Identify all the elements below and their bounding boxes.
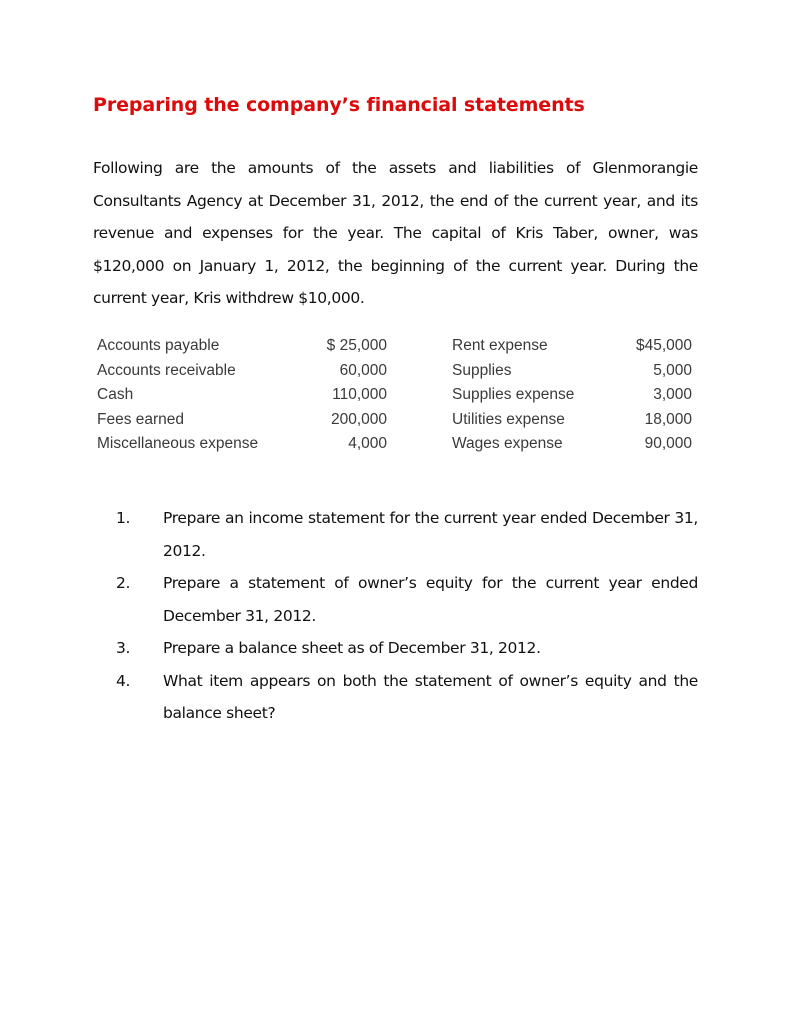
question-number: 4. bbox=[116, 671, 131, 690]
question-text: Prepare a statement of owner’s equity for the current year ended December 31, 2012. bbox=[163, 574, 698, 625]
account-amount: 200,000 bbox=[330, 410, 387, 428]
account-amount: 5,000 bbox=[653, 361, 692, 379]
question-item bbox=[116, 567, 698, 632]
account-amount: $45,000 bbox=[635, 337, 692, 354]
account-amount: 18,000 bbox=[644, 410, 692, 428]
question-number: 1. bbox=[116, 509, 131, 527]
account-amount: 110,000 bbox=[332, 386, 387, 403]
account-name: Accounts receivable bbox=[97, 361, 236, 379]
account-name: Wages expense bbox=[452, 435, 563, 452]
intro-paragraph: Following are the amounts of the assets and liabilities of Glenmorangie Consultants Agency at December 31, 2012, the end of the current year, and its revenue and expenses for the year. The capital of Kris Taber, owner, was $120,000 on January 1, 2012, the beginning of the current year. During the current year, Kris withdrew $10,000. bbox=[93, 159, 698, 307]
question-item bbox=[116, 665, 698, 730]
account-name: Utilities expense bbox=[452, 410, 565, 428]
account-row bbox=[452, 383, 692, 408]
account-row bbox=[97, 383, 387, 408]
questions-list bbox=[116, 502, 698, 730]
account-amount: $ 25,000 bbox=[326, 337, 387, 354]
account-amount: 60,000 bbox=[339, 361, 387, 379]
question-text: What item appears on both the statement of owner’s equity and the balance sheet? bbox=[163, 671, 698, 722]
question-number: 2. bbox=[116, 574, 131, 592]
account-row bbox=[97, 359, 387, 384]
account-row bbox=[97, 408, 387, 433]
accounts-table-right bbox=[452, 334, 692, 457]
accounts-table-left bbox=[97, 334, 387, 457]
account-amount: 3,000 bbox=[653, 386, 692, 403]
account-row bbox=[452, 334, 692, 359]
account-name: Supplies expense bbox=[452, 386, 575, 403]
page-title: Preparing the company’s financial statements bbox=[93, 94, 585, 116]
question-item bbox=[116, 632, 698, 665]
account-row bbox=[452, 432, 692, 457]
account-name: Rent expense bbox=[452, 337, 548, 354]
account-amount: 90,000 bbox=[644, 435, 692, 452]
account-row bbox=[452, 408, 692, 433]
question-text: Prepare an income statement for the current year ended December 31, 2012. bbox=[163, 509, 698, 560]
question-number: 3. bbox=[116, 639, 131, 657]
account-name: Fees earned bbox=[97, 410, 185, 428]
question-item bbox=[116, 502, 698, 567]
account-row bbox=[97, 334, 387, 359]
account-row bbox=[97, 432, 387, 457]
account-name: Accounts payable bbox=[97, 337, 220, 354]
account-name: Cash bbox=[97, 386, 134, 403]
account-name: Supplies bbox=[452, 361, 512, 379]
question-text: Prepare a balance sheet as of December 31, 2012. bbox=[163, 639, 541, 657]
account-row bbox=[452, 359, 692, 384]
account-amount: 4,000 bbox=[348, 435, 387, 452]
account-name: Miscellaneous expense bbox=[97, 435, 259, 452]
